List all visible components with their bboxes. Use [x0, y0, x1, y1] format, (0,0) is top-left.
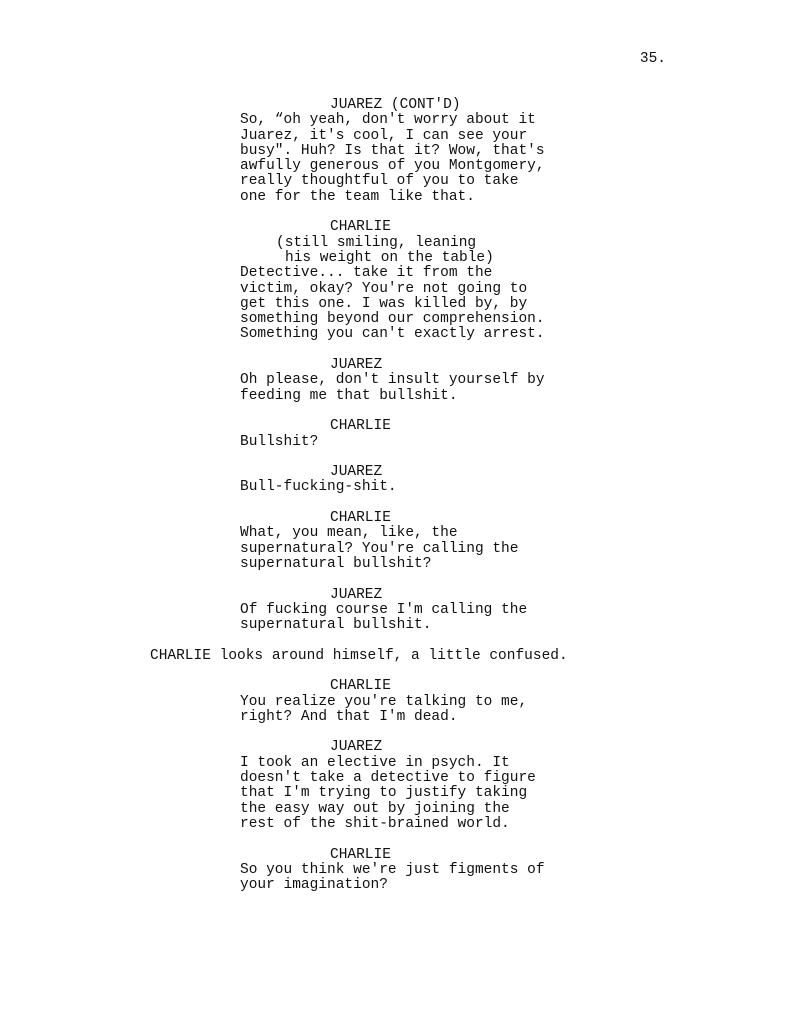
- parenthetical-line: his weight on the table): [285, 249, 494, 266]
- dialogue-line: Bull-fucking-shit.: [240, 479, 397, 496]
- dialogue-block: [0, 98, 796, 205]
- block-spacer: [0, 205, 796, 220]
- dialogue-line: So you think we're just figments of: [240, 861, 545, 878]
- character-name: JUAREZ: [330, 464, 383, 481]
- dialogue-line: busy". Huh? Is that it? Wow, that's: [240, 142, 545, 159]
- character-name: CHARLIE: [330, 219, 391, 236]
- dialogue-line: Something you can't exactly arrest.: [240, 326, 545, 343]
- block-spacer: [0, 664, 796, 679]
- dialogue-line: victim, okay? You're not going to: [240, 280, 528, 297]
- block-spacer: [0, 572, 796, 587]
- screenplay-body: [0, 98, 796, 893]
- character-name: CHARLIE: [330, 678, 391, 695]
- character-name: CHARLIE: [330, 846, 391, 863]
- parenthetical-line: (still smiling, leaning: [276, 234, 477, 251]
- character-name: JUAREZ: [330, 586, 383, 603]
- dialogue-line: Oh please, don't insult yourself by: [240, 372, 545, 389]
- dialogue-line: supernatural bullshit.: [240, 617, 432, 634]
- dialogue-block: [0, 740, 796, 832]
- character-name: CHARLIE: [330, 418, 391, 435]
- dialogue-line: Bullshit?: [240, 433, 319, 450]
- dialogue-block: [0, 358, 796, 404]
- dialogue-line: the easy way out by joining the: [240, 800, 510, 817]
- character-name: CHARLIE: [330, 510, 391, 527]
- block-spacer: [0, 633, 796, 648]
- dialogue-line: get this one. I was killed by, by: [240, 295, 528, 312]
- dialogue-line: What, you mean, like, the: [240, 525, 458, 542]
- dialogue-line: that I'm trying to justify taking: [240, 785, 528, 802]
- character-name: JUAREZ: [330, 739, 383, 756]
- dialogue-line: your imagination?: [240, 877, 388, 894]
- dialogue-block: [0, 511, 796, 572]
- dialogue-line: supernatural? You're calling the: [240, 540, 519, 557]
- dialogue-line: supernatural bullshit?: [240, 555, 432, 572]
- dialogue-block: [0, 588, 796, 634]
- dialogue-line: I took an elective in psych. It: [240, 754, 510, 771]
- action-line: CHARLIE looks around himself, a little confused.: [150, 647, 568, 664]
- character-name: JUAREZ: [330, 357, 383, 374]
- dialogue-line: awfully generous of you Montgomery,: [240, 158, 545, 175]
- dialogue-line: doesn't take a detective to figure: [240, 770, 536, 787]
- block-spacer: [0, 343, 796, 358]
- dialogue-line: right? And that I'm dead.: [240, 708, 458, 725]
- block-spacer: [0, 725, 796, 740]
- dialogue-block: [0, 679, 796, 725]
- dialogue-line: You realize you're talking to me,: [240, 693, 528, 710]
- dialogue-line: rest of the shit-brained world.: [240, 815, 510, 832]
- dialogue-block: [0, 419, 796, 450]
- character-name: JUAREZ (CONT'D): [330, 97, 461, 113]
- action-block: [0, 649, 796, 664]
- block-spacer: [0, 450, 796, 465]
- dialogue-line: Juarez, it's cool, I can see your: [240, 127, 528, 144]
- dialogue-block: [0, 220, 796, 342]
- dialogue-line: one for the team like that.: [240, 188, 475, 205]
- dialogue-block: [0, 465, 796, 496]
- dialogue-line: something beyond our comprehension.: [240, 311, 545, 328]
- dialogue-line: really thoughtful of you to take: [240, 173, 519, 190]
- block-spacer: [0, 832, 796, 847]
- block-spacer: [0, 496, 796, 511]
- block-spacer: [0, 404, 796, 419]
- dialogue-line: Detective... take it from the: [240, 265, 493, 282]
- dialogue-line: Of fucking course I'm calling the: [240, 601, 528, 618]
- dialogue-block: [0, 848, 796, 894]
- page-number: 35.: [639, 51, 666, 67]
- dialogue-line: So, “oh yeah, don't worry about it: [240, 112, 536, 129]
- dialogue-line: feeding me that bullshit.: [240, 387, 458, 404]
